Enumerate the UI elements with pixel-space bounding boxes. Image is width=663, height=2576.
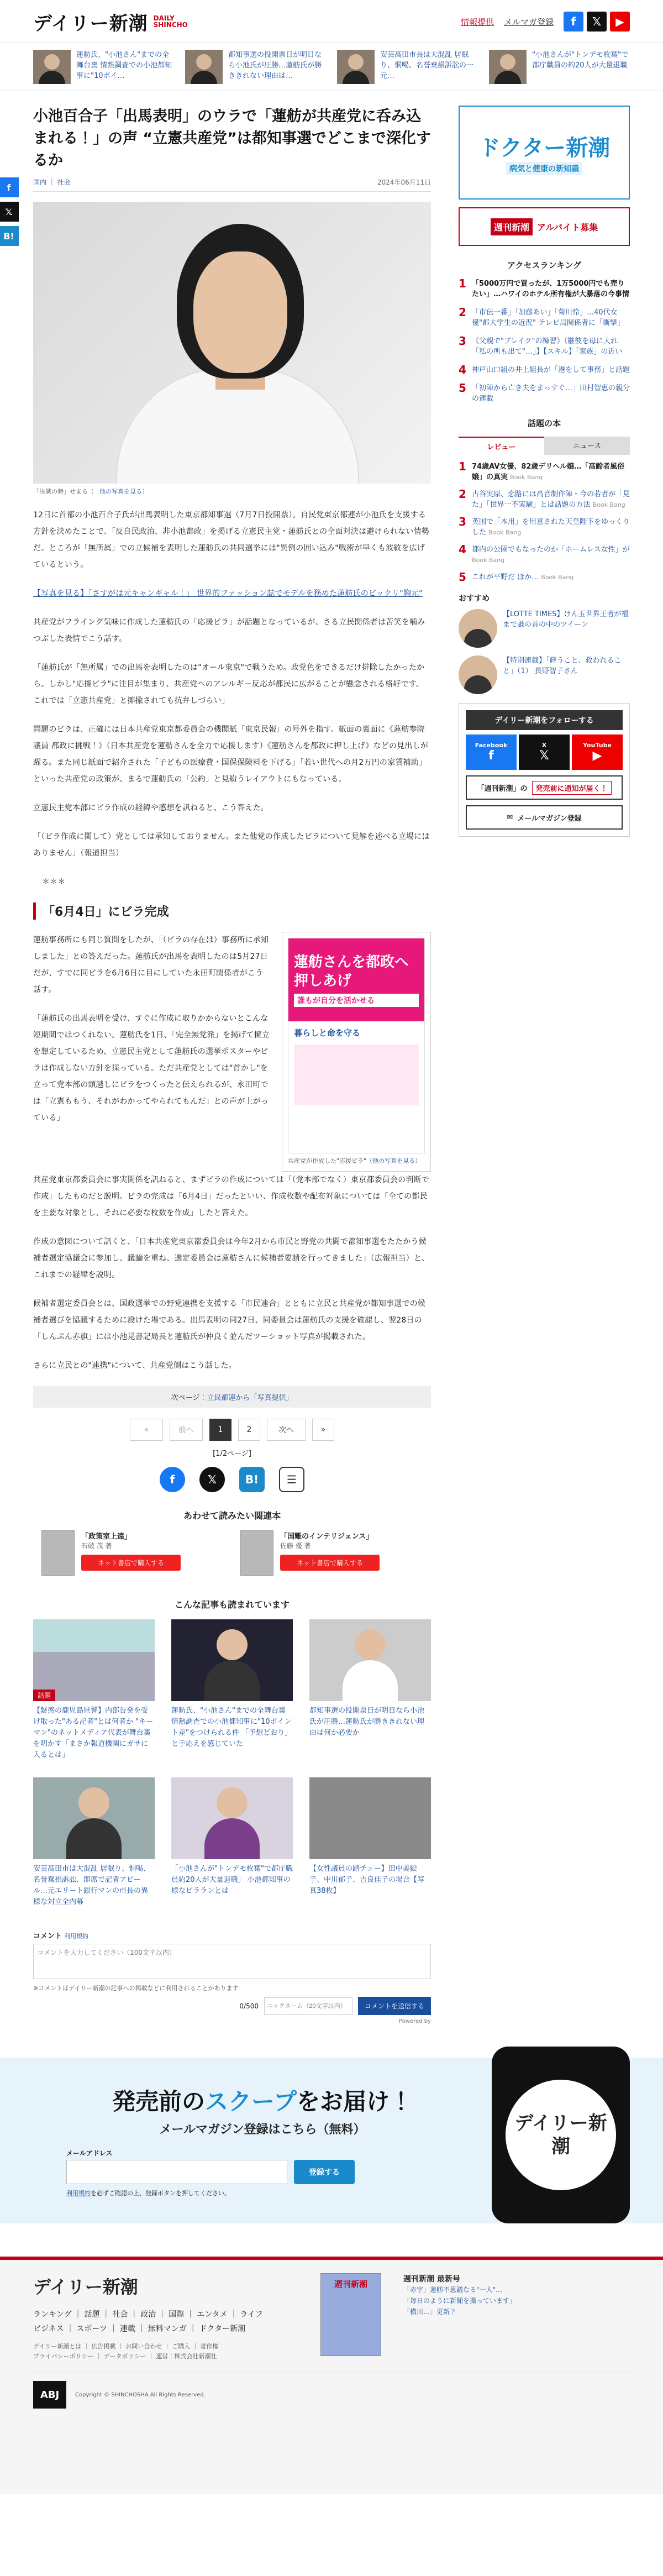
ranking-item[interactable] (459, 307, 630, 328)
read-card[interactable] (309, 1777, 431, 1908)
book-tabs (459, 437, 630, 455)
hero-caption (33, 484, 431, 507)
sns-icons (564, 12, 630, 32)
book-rank-src: Book Bang (592, 501, 625, 508)
book-author: 石破 茂 著 (81, 1542, 112, 1550)
footer-logo[interactable]: デイリー新潮 (33, 2276, 138, 2297)
article-thumbnail (489, 50, 527, 84)
book-rank-src: Book Bang (510, 474, 543, 481)
read-thumbnail (309, 1619, 431, 1701)
rank-number: 4 (459, 363, 466, 376)
photo-face (193, 251, 287, 373)
rank-title: 「5000万円で買ったが、1万5000円でも売りたい」…ハワイのホテル所有権が大暴落の今事情 (472, 280, 629, 298)
rank-title: 《父親で"ブレイク"の練習》（継彼を母に入れ「私の所も出て"…」】【スキル】「家族」の近い (472, 337, 623, 356)
article-meta (33, 177, 431, 192)
mm-button-label: メールマガジン登録 (517, 814, 582, 823)
flyer-text (33, 932, 271, 1172)
youtube-icon[interactable]: ▶ (610, 12, 630, 32)
book-rank-title: 74歳AV女優、82歳デリヘル嬢…「高齢者風俗嬢」の真実 (472, 463, 625, 481)
read-card[interactable] (309, 1619, 431, 1761)
paragraph: 「（ビラ作成に関して）党としては承知しておりません。また他党の作成したビラについて見解を述べる立場にはありません」（報道担当） (33, 832, 430, 858)
top-article-card[interactable] (337, 50, 478, 84)
read-title: 【女性議員の踏チュー】田中美絵子、中川郁子、吉良佳子の場合【写真38枚】 (309, 1865, 425, 1895)
email-label: メールアドレス (66, 2149, 113, 2157)
x-icon: 𝕏 (539, 749, 549, 763)
recommend-box (459, 592, 630, 694)
paragraph: 共産党がフライング気味に作成した蓮舫氏の「応援ビラ」が話題となっているが、さる立民関係者は苦笑を噛みつぶした表情でこう話す。 (33, 618, 425, 643)
book-rank-title: これが平野だ ほか… (472, 573, 539, 581)
rank-number: 4 (459, 543, 466, 556)
recommend-item[interactable] (459, 655, 630, 694)
header-actions (461, 12, 630, 32)
paragraph: 「蓮舫氏が「無所属」での出馬を表明したのは"オール東京"で戦うため。政党色をできるだけ排除したかったから。しかし"応援ビラ"に注目が集まり、共産党へのアレルギー反応が都民に広がることが懸念される格好です。これでは「立憲共産党」と揶揄されても抗弁しづらい」 (33, 663, 425, 705)
book-cover (41, 1530, 75, 1576)
book-card[interactable] (240, 1530, 423, 1576)
nickname-input[interactable] (264, 1997, 352, 2015)
latest-item[interactable]: 「毎日のように新聞を撮っています」 (403, 2297, 517, 2305)
recommend-title: おすすめ (459, 594, 490, 603)
book-rank-src: Book Bang (541, 574, 574, 581)
ad-job-left: 週刊新潮 (491, 218, 533, 235)
related-title: あわせて読みたい関連本 (183, 1510, 281, 1521)
youtube-icon: ▶ (592, 749, 602, 763)
top-articles (0, 43, 663, 91)
book-ranking-item[interactable] (459, 489, 630, 510)
read-thumbnail (171, 1777, 293, 1859)
photo-person (348, 1629, 392, 1701)
hatena-share-icon[interactable]: B! (0, 226, 19, 246)
ad-doc-title: ドクター新潮 (478, 134, 611, 161)
headline-a: 発売前の (112, 2088, 206, 2115)
paragraph: 「蓮舫氏の出馬表明を受け、すぐに作成に取りかからないとこんな短期間ではつくれない。蓮舫氏を1日、「完全無党派」を掲げて擁立を想定しているため、立憲民主党として蓮舫氏の選挙ポスターやビラは作成しない方針を採っている。ただ共産党としては"首かし"を立って党本部の頭越しにビラをつくったと伝えられるが、永田町では「立憲ももう、それがわかってやられてもんだ」との声が上がっている」 (33, 1014, 270, 1122)
ranking-item[interactable] (459, 336, 630, 357)
flyer-image (288, 938, 425, 1153)
facebook-icon[interactable]: f (160, 1467, 185, 1492)
flyer-figure[interactable] (282, 932, 431, 1172)
pager-last[interactable]: » (312, 1419, 334, 1441)
caption-more-link[interactable]: 他の写真を見る） (99, 488, 148, 495)
recommend-avatar (459, 609, 497, 648)
book-ranking-title: 話題の本 (527, 418, 561, 428)
facebook-icon[interactable]: f (564, 12, 583, 32)
email-group (66, 2148, 287, 2184)
read-card[interactable] (33, 1777, 155, 1908)
terms-link[interactable]: 利用規約 (64, 1933, 89, 1940)
rank-number: 3 (459, 334, 466, 348)
article-body (33, 507, 431, 1374)
logo-sub (154, 15, 188, 28)
comment-controls (33, 1997, 431, 2015)
newsletter-banner[interactable] (466, 775, 623, 800)
read-thumbnail (171, 1619, 293, 1701)
pager-prev: 前へ (170, 1419, 203, 1441)
rank-title: 「市伝一番」「加藤あい」「菊川怜」…40代女優"都大学生の近況" テレビ局関係者に「衝撃」 (472, 308, 624, 327)
phone-illustration (492, 2047, 630, 2223)
comment-label-text: コメント (33, 1932, 62, 1940)
book-card[interactable] (41, 1530, 224, 1576)
read-tag: 話題 (33, 1690, 55, 1701)
paragraph: 共産党東京都委員会に事実関係を訊ねると、まずビラの作成については「（党本部でなく）東京都委員会の判断で作成」したものだと説明。ビラの完成は「6月4日」だったといい、作成枚数や配布対象については「全ての都民を主要な対象とし、それに必要な枚数を作成」したと答えた。 (33, 1176, 429, 1218)
follow-x-button[interactable] (519, 734, 570, 770)
flyer-mid: 暮らしと命を守る (294, 1028, 361, 1038)
article-thumbnail (33, 50, 71, 84)
rank-title: 神戸山口組の井上組長が「港をして事務」と話題 (472, 366, 630, 374)
rank-title: 「初陣から亡き夫をまっすぐ…」田村智恵の親分の連載 (472, 384, 630, 403)
book-rank-title: 英国で「本用」を用意された天皇陛下をゆっくりした (472, 518, 630, 537)
pager-page-1[interactable]: 1 (209, 1419, 231, 1441)
flyer-top (288, 938, 424, 1021)
book-ranking-item[interactable] (459, 517, 630, 538)
newsletter-form-area (33, 2084, 492, 2197)
rank-number: 2 (459, 487, 466, 501)
job-banner[interactable] (459, 207, 630, 246)
book-title: 「国難のインテリジェンス」 (280, 1533, 373, 1541)
paragraph: 作成の意図について訊くと、「日本共産党東京都委員会は今年2月から市民と野党の共闘で都知事選をたたかう候補者選定協議会に参加し、議論を重ね、選定委員会は蓮舫さんに候補者要請を行ってきました」（広報担当）と、これまでの経緯を説明。 (33, 1237, 430, 1279)
footer-nav-row[interactable]: ランキング ｜ 話題 ｜ 社会 ｜ 政治 ｜ 国際 ｜ エンタメ ｜ ライフ (33, 2310, 263, 2319)
tip-link[interactable]: 情報提供 (460, 17, 494, 27)
top-article-card[interactable] (185, 50, 326, 84)
reads-grid (33, 1619, 431, 1908)
email-input[interactable] (66, 2160, 287, 2184)
follow-label: Facebook (475, 742, 508, 749)
top-article-title: 蓮舫氏、"小池さん"までの全舞台裏 情熱調査での小池都知事に"10ポイ… (76, 51, 172, 80)
pager-first: « (130, 1419, 163, 1441)
doctor-shincho-banner[interactable] (459, 106, 630, 200)
next-page-link[interactable]: 立民都連から「写真提供」 (207, 1394, 293, 1402)
newsletter-link[interactable]: メルマガ登録 (503, 17, 554, 27)
pager-next[interactable]: 次へ (267, 1419, 306, 1441)
read-title: 「小池さんが"トンデモ枚葉"で都庁職員約20人が大量退職」 小池都知事の様なピラランとは (171, 1865, 293, 1895)
reads-title: こんな記事も読まれています (174, 1599, 290, 1610)
page-layout (3, 91, 630, 2024)
recommended-articles (33, 1598, 431, 1908)
x-icon[interactable]: 𝕏 (199, 1467, 225, 1492)
separator: ＊＊＊ (42, 878, 66, 886)
flyer-subhead: 誰もが自分を活かせる (294, 994, 419, 1007)
follow-box (459, 703, 630, 837)
top-article-title: "小池さんが"トンデモ枚葉"で都庁職員の約20人が大量退職 (532, 51, 628, 70)
top-article-card[interactable] (33, 50, 174, 84)
rank-number: 5 (459, 570, 466, 584)
newsletter-headline (33, 2084, 492, 2117)
newsletter-section (0, 2058, 663, 2223)
pager-page-2[interactable]: 2 (238, 1419, 260, 1441)
ranking-list (459, 279, 630, 404)
paragraph: 立憲民主党本部にビラ作成の経緯や感想を訊ねると、こう答えた。 (33, 804, 269, 812)
ranking-item[interactable] (459, 365, 630, 375)
read-title: 蓮舫氏、"小池さん"までの全舞台裏 情熱調査での小池都知事に"10ポイント差"をつけられる件 「予想どおり」と手応えを感じていた (171, 1707, 292, 1748)
submit-comment-button[interactable]: コメントを送信する (358, 1997, 431, 2015)
paragraph: 12日に首都の小池百合子氏が出馬表明した東京都知事選（7月7日投開票）。自民党東京都連が小池氏を支援する方針を決めたことで、「反自民政治、非小池都政」を掲げる立憲民主党・蓮舫氏との全面対決は避けられない情勢だ。ところが「無所属」での立候補を表明した蓮舫氏の共同選挙には"異例の囲い込み"戦術が早くも波紋を広げているという。 (33, 511, 429, 569)
read-card[interactable] (33, 1619, 155, 1761)
photo-link[interactable]: 【写真を見る】「さすがは元キャンギャル！」 世界的ファッション誌でモデルを務めた蓮舫氏のビックリ"胸元" (33, 589, 423, 598)
flyer-block (33, 932, 431, 1172)
book-rank-text (472, 489, 630, 510)
footer-bottom (33, 2373, 630, 2409)
footer-links (33, 2342, 298, 2362)
article-title: 小池百合子「出馬表明」のウラで「蓮舫が共産党に呑み込まれる！」の声 “立憲共産党”は都知事選でどこまで深化するか (33, 108, 431, 169)
newsletter-sub: メールマガジン登録はこちら（無料） (159, 2123, 366, 2137)
x-share-icon[interactable]: 𝕏 (0, 202, 19, 222)
follow-label: X (541, 742, 547, 749)
rank-number: 1 (459, 460, 466, 473)
powered-by: Powered by (399, 2018, 431, 2024)
buy-button[interactable]: ネット書店で購入する (280, 1555, 380, 1571)
terms-link[interactable]: 利用規約 (66, 2190, 91, 2197)
book-rank-text (472, 572, 573, 583)
register-button[interactable]: 登録する (294, 2160, 355, 2184)
top-article-card[interactable] (489, 50, 630, 84)
read-title: 【疑惑の鹿児島県警】内部告発を受け取った"ある記者"とは何者か "キーマン"のネットメディア代表が舞台裏を明かす「まさか報道機関にガサに入るとは」 (33, 1707, 154, 1759)
read-title: 安芸高田市は大混乱 居眠り、恫喝、名誉棄損訴訟、即席で記者アピール…元エリート銀行マンの市長の異様な対立全内幕 (33, 1865, 151, 1906)
read-thumbnail (33, 1777, 155, 1859)
book-rank-src: Book Bang (472, 557, 505, 564)
tab-news[interactable]: ニュース (544, 437, 630, 455)
photo-person (72, 1787, 116, 1859)
footer-nav-row[interactable]: ビジネス ｜ スポーツ ｜ 連載 ｜ 無料マンガ ｜ ドクター新潮 (33, 2325, 246, 2333)
book-author: 佐藤 優 著 (280, 1542, 311, 1550)
comment-icon[interactable]: ☰ (279, 1467, 304, 1492)
book-ranking-item[interactable] (459, 461, 630, 482)
latest-issue (403, 2273, 516, 2362)
read-card[interactable] (171, 1777, 293, 1908)
rank-number: 2 (459, 306, 466, 319)
footer-nav-col (33, 2273, 298, 2362)
ranking-item[interactable] (459, 383, 630, 404)
newsletter-register-button[interactable] (466, 805, 623, 830)
ad-job-right: アルバイト募集 (536, 222, 598, 233)
article-thumbnail (185, 50, 223, 84)
book-rank-title: 都内の公園でもなったのか「ホームレス女性」が (472, 545, 630, 554)
headline-b: スクープ (205, 2088, 297, 2115)
logo-sub-daily: DAILY (153, 14, 175, 22)
comment-note: ※コメントはデイリー新潮の記事への掲載などに利用されることがあります (33, 1985, 239, 1992)
phone-logo: デイリー新潮 (506, 2080, 616, 2190)
read-thumbnail (309, 1777, 431, 1859)
book-ranking-item[interactable] (459, 544, 630, 565)
book-info (81, 1530, 181, 1576)
rank-number: 1 (459, 277, 466, 290)
recommend-item[interactable] (459, 609, 630, 648)
pagination (33, 1419, 431, 1441)
footer-small-row[interactable]: デイリー新潮とは ｜ 広告掲載 ｜ お問い合わせ ｜ ご購入 ｜ 著作権 (33, 2343, 219, 2350)
next-label: 次ページ： (171, 1394, 207, 1402)
related-books (33, 1509, 431, 1576)
comment-label (33, 1930, 431, 1940)
paragraph: 問題のビラは、正確には日本共産党東京都委員会の機関紙「東京民報」の号外を指す。紙面の裏面に《蓮舫参院議員 都政に挑戦！》（日本共産党を蓮舫さんを全力で応援します）《蓮舫さんを都政に押し上げ》などの見出しが躍る。また同じ紙面で紹介された「子どもの医療費・国保保険料を下げる」「若い世代への月2万円の家賃補助」といった共産党の政策が、まるで蓮舫氏の「公約」と見紛うレイアウトにもなっている。 (33, 725, 428, 784)
recommend-text: 【LOTTE TIMES】けん玉世界王者が福まで誰の首の中のツイーン (503, 610, 629, 629)
facebook-icon: f (488, 749, 494, 763)
headline-c: をお届け！ (296, 2088, 413, 2115)
logo-text: デイリー新潮 (33, 12, 148, 35)
abj-mark-icon: ABJ (33, 2381, 66, 2409)
tab-review[interactable]: レビュー (459, 437, 544, 455)
follow-title: デイリー新潮をフォローする (466, 710, 623, 730)
read-title: 都知事選の投開票日が明日なら小池氏が圧勝…蓮舫氏が勝ききれない理由は何か必要か (309, 1707, 425, 1737)
copyright: Copyright © SHINCHOSHA All Rights Reserved. (75, 2391, 206, 2398)
hatena-icon[interactable]: B! (239, 1467, 265, 1492)
paragraph: さらに立民との"連携"について、共産党側はこう話した。 (33, 1361, 236, 1370)
footer-nav (33, 2307, 298, 2336)
rank-number: 5 (459, 381, 466, 395)
mail-icon: ✉ (507, 813, 513, 822)
footer-small-row[interactable]: プライバシーポリシー ｜ データポリシー ｜ 運営：株式会社新潮社 (33, 2353, 217, 2360)
read-card[interactable] (171, 1619, 293, 1761)
floating-share (0, 177, 19, 246)
page-count: [1/2ページ] (213, 1450, 251, 1458)
follow-facebook-button[interactable] (466, 734, 517, 770)
latest-item[interactable]: 「横川…」更新？ (403, 2308, 457, 2316)
comment-section (33, 1930, 431, 2024)
books-list (33, 1530, 431, 1576)
latest-title: 週刊新潮 最新号 (403, 2275, 460, 2284)
book-rank-text (472, 517, 630, 538)
mm-tag: 発売前に通知が届く！ (532, 781, 612, 795)
article-main (3, 106, 431, 2024)
logo-sub-shincho: SHINCHO (153, 21, 188, 29)
book-info (280, 1530, 380, 1576)
latest-item[interactable]: 「赤字」蓮舫不思議なる"一人"… (403, 2286, 503, 2294)
recommend-text: 【特別連載】「蒔うこと、救われること」（1） 長野智子さん (503, 657, 622, 675)
paragraph: 蓮舫事務所にも同じ質問をしたが、「（ビラの存在は）事務所に承知しました」との答えだった。蓮舫氏が出馬を表明したのは5月27日だが、すでに同ビラを6月6日に目にしていた永田町関係者がこう話す。 (33, 936, 269, 994)
flyer-more-link[interactable]: 他の写真を見る） (372, 1157, 422, 1164)
mm-left: 「週刊新潮」の (477, 784, 528, 793)
book-rank-text (472, 461, 630, 482)
site-header (0, 0, 663, 43)
flyer-bottom (294, 1045, 419, 1105)
book-cover (240, 1530, 273, 1576)
note-text: を必ずご確認の上、登録ボタンを押してください。 (91, 2190, 230, 2197)
site-footer (0, 2257, 663, 2494)
newsletter-note (66, 2189, 492, 2197)
book-title: 「政策室上遠」 (81, 1533, 132, 1541)
share-row (33, 1467, 431, 1492)
newsletter-form (66, 2148, 492, 2184)
ranking-title: アクセスランキング (507, 260, 582, 270)
hero-photo[interactable] (33, 202, 431, 484)
photo-person (210, 1787, 254, 1859)
book-rank-src: Book Bang (488, 529, 522, 536)
char-count: 0/500 (239, 2002, 259, 2010)
article-categories[interactable]: 国内 ｜ 社会 (33, 179, 71, 186)
book-ranking-item[interactable] (459, 572, 630, 583)
flyer-caption (288, 1153, 425, 1166)
buy-button[interactable]: ネット書店で購入する (81, 1555, 181, 1571)
ad-doc-sub: 病気と健康の新知識 (506, 162, 582, 175)
top-article-title: 安芸高田市長は大混乱 居眠り、恫喝、名誉棄損訴訟の一元… (380, 51, 474, 80)
recommend-avatar (459, 655, 497, 694)
read-thumbnail (33, 1619, 155, 1701)
caption-text: 「決戦の時」せまる（ (33, 488, 94, 495)
magazine-cover[interactable]: 週刊新潮 (320, 2273, 381, 2356)
follow-youtube-button[interactable] (572, 734, 623, 770)
paragraph: 候補者選定委員会とは、国政選挙での野党連携を支援する「市民連合」とともに立民と共産党が都知事選での候補者選びを協議するために設けた場である。出馬表明の同27日、同委員会は蓮舫氏の支援を確認し、翌28日の「しんぶん赤旗」には小池晃書記局長と蓮舫氏が仲良く並んだツーショット写真が掲載された。 (33, 1299, 425, 1341)
latest-list (403, 2284, 516, 2317)
sidebar (459, 106, 630, 2024)
book-rank-text (472, 544, 630, 565)
facebook-share-icon[interactable]: f (0, 177, 19, 197)
follow-label: YouTube (583, 742, 612, 749)
article-thumbnail (337, 50, 375, 84)
comment-input[interactable] (33, 1944, 431, 1979)
top-article-title: 都知事選の投開票日が明日なら小池氏が圧勝…蓮舫氏が勝ききれない理由は… (228, 51, 322, 80)
follow-buttons (466, 734, 623, 770)
book-rank-title: 古谷実原、恋路には高音制作陣・今の若者が「見た」「世界一不実験」とは話題の方法 (472, 490, 630, 509)
ranking-item[interactable] (459, 279, 630, 300)
book-ranking-list (459, 461, 630, 583)
rank-number: 3 (459, 515, 466, 528)
x-icon[interactable]: 𝕏 (587, 12, 607, 32)
section-heading: 「6月4日」にビラ完成 (33, 903, 431, 920)
photo-person (210, 1629, 254, 1701)
article-date: 2024年06月11日 (377, 179, 431, 186)
next-page-bar[interactable] (33, 1386, 431, 1408)
flyer-caption-text: 共産党が作成した"応援ビラ"（ (288, 1157, 373, 1164)
flyer-headline: 蓮舫さんを都政へ押しあげ (294, 954, 409, 989)
site-logo[interactable] (33, 8, 188, 35)
